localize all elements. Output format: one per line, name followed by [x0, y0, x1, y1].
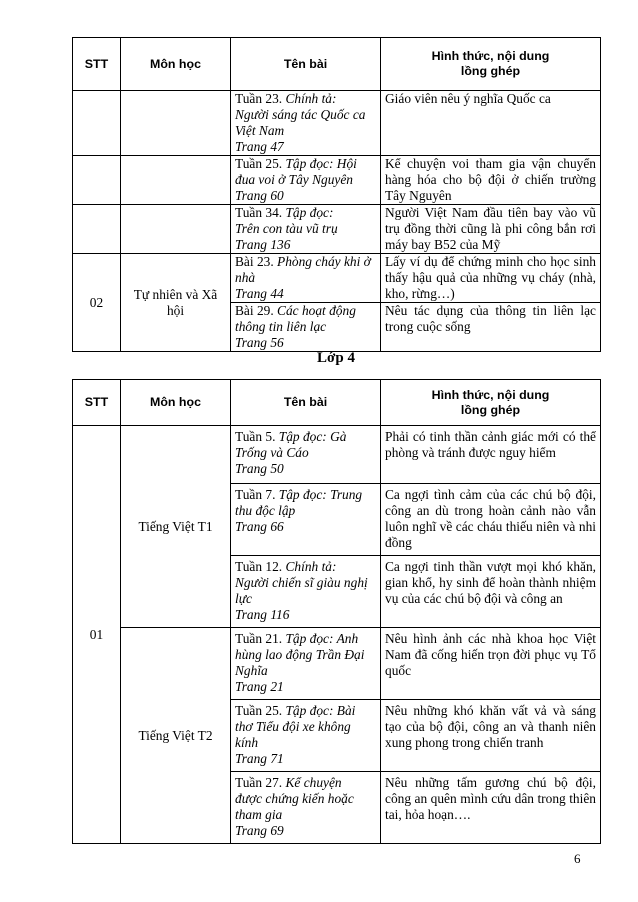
- table-row: [73, 254, 601, 303]
- header-subject: Môn học: [121, 38, 231, 91]
- lesson-title: Trống và Cáo: [235, 445, 309, 460]
- header-lesson: Tên bài: [231, 38, 381, 91]
- header-content-line1: Hình thức, nội dung: [431, 49, 550, 63]
- header-content-line2: lồng ghép: [460, 64, 521, 78]
- table-row: [73, 156, 601, 205]
- header-content-line2: lồng ghép: [460, 402, 521, 417]
- lesson-title: Phòng cháy khi ở: [277, 254, 371, 269]
- stt-cell: [73, 156, 121, 205]
- lesson-cell: [231, 628, 381, 700]
- lesson-cell: [231, 484, 381, 556]
- lesson-title: Chính tả:: [285, 91, 337, 106]
- lesson-page: Trang 136: [235, 237, 291, 252]
- header-content-line1: Hình thức, nội dung: [431, 387, 550, 402]
- table-row: [73, 91, 601, 156]
- lesson-cell: [231, 254, 381, 303]
- table-row: [73, 426, 601, 484]
- content-cell: Kể chuyện voi tham gia vận chuyển hàng hóa cho bộ đội ở chiến trường Tây Nguyên: [381, 156, 601, 205]
- table-header-row: [73, 38, 601, 91]
- lesson-page: Trang 116: [235, 607, 290, 622]
- lesson-page: Trang 69: [235, 823, 284, 838]
- subject-cell: Tiếng Việt T1: [121, 426, 231, 628]
- lesson-title: hùng lao động Trần Đại: [235, 647, 365, 662]
- header-lesson: Tên bài: [231, 380, 381, 426]
- lesson-week: Tuần 25.: [235, 156, 286, 171]
- section-heading: Lớp 4: [317, 350, 355, 366]
- lesson-cell: [231, 700, 381, 772]
- lesson-cell: [231, 205, 381, 254]
- content-cell: Nêu những khó khăn vất vả và sáng tạo của bộ đội, công an và thanh niên xung phong trong chiến tranh: [381, 700, 601, 772]
- lesson-title: Người chiến sĩ giàu nghị: [235, 575, 368, 590]
- lesson-page: Trang 66: [235, 519, 284, 534]
- lesson-week: Tuần 7.: [235, 487, 279, 502]
- lesson-title: Chính tả:: [285, 559, 337, 574]
- integration-table-class-4: [72, 379, 601, 844]
- lesson-cell: [231, 303, 381, 352]
- content-cell: Ca ngợi tình cảm của các chú bộ đội, công an dù trong hoàn cảnh nào vẫn luôn nghĩ về các cháu thiếu niên và nhi đồng: [381, 484, 601, 556]
- lesson-title: Tập đọc: Bài: [285, 703, 356, 718]
- lesson-title: Việt Nam: [235, 123, 285, 138]
- subject-cell: [121, 91, 231, 156]
- lesson-title: Tập đọc: Trung: [278, 487, 363, 502]
- content-cell: Nêu những tấm gương chú bộ đội, công an quên mình cứu dân trong thiên tai, hỏa hoạn….: [381, 772, 601, 844]
- lesson-page: Trang 56: [235, 335, 284, 350]
- content-cell: Người Việt Nam đầu tiên bay vào vũ trụ đồng thời cũng là phi công bắn rơi máy bay B52 của Mỹ: [381, 205, 601, 254]
- lesson-cell: [231, 556, 381, 628]
- lesson-title: thông tin liên lạc: [235, 319, 327, 334]
- lesson-week: Tuần 21.: [235, 631, 286, 646]
- content-cell: Ca ngợi tinh thần vượt mọi khó khăn, gian khổ, hy sinh để hoàn thành nhiệm vụ của các chú bộ đội và công an: [381, 556, 601, 628]
- lesson-page: Trang 44: [235, 286, 284, 301]
- content-cell: Phải có tinh thần cảnh giác mới có thể phòng và tránh được nguy hiểm: [381, 426, 601, 484]
- lesson-title: tham gia: [235, 807, 283, 822]
- lesson-title: đua voi ở Tây Nguyên: [235, 172, 353, 187]
- lesson-page: Trang 71: [235, 751, 284, 766]
- lesson-week: Tuần 25.: [235, 703, 286, 718]
- stt-cell: 02: [73, 254, 121, 352]
- content-cell: Giáo viên nêu ý nghĩa Quốc ca: [381, 91, 601, 156]
- content-cell: Nêu hình ảnh các nhà khoa học Việt Nam đã cống hiến trọn đời phục vụ Tổ quốc: [381, 628, 601, 700]
- lesson-week: Bài 29.: [235, 303, 278, 318]
- subject-cell: Tự nhiên và Xã hội: [121, 254, 231, 352]
- stt-cell: [73, 91, 121, 156]
- content-cell: Nêu tác dụng của thông tin liên lạc trong cuộc sống: [381, 303, 601, 352]
- lesson-week: Tuần 12.: [235, 559, 286, 574]
- lesson-title: thơ Tiểu đội xe không: [235, 719, 351, 734]
- lesson-week: Tuần 27.: [235, 775, 286, 790]
- lesson-title: Trên con tàu vũ trụ: [235, 221, 338, 236]
- lesson-title: được chứng kiến hoặc: [235, 791, 354, 806]
- lesson-cell: [231, 156, 381, 205]
- lesson-page: Trang 47: [235, 139, 284, 154]
- lesson-cell: [231, 772, 381, 844]
- lesson-title: thu độc lập: [235, 503, 296, 518]
- lesson-title: Kể chuyện: [285, 775, 342, 790]
- lesson-week: Tuần 5.: [235, 429, 279, 444]
- subject-cell: [121, 205, 231, 254]
- header-content: [381, 380, 601, 426]
- lesson-title: Nghĩa: [235, 663, 268, 678]
- table-row: [73, 628, 601, 700]
- lesson-page: Trang 21: [235, 679, 284, 694]
- lesson-page: Trang 60: [235, 188, 284, 203]
- lesson-title: Tập đọc:: [285, 205, 334, 220]
- integration-table-class-3: [72, 37, 601, 352]
- lesson-title: nhà: [235, 270, 256, 285]
- lesson-title: kính: [235, 735, 259, 750]
- lesson-title: Tập đọc: Anh: [285, 631, 359, 646]
- table-row: [73, 205, 601, 254]
- content-cell: Lấy ví dụ để chứng minh cho học sinh thấy hậu quả của những vụ cháy (nhà, kho, rừng…): [381, 254, 601, 303]
- lesson-title: Tập đọc: Gà: [278, 429, 347, 444]
- header-stt: STT: [73, 380, 121, 426]
- lesson-week: Bài 23.: [235, 254, 278, 269]
- header-stt: STT: [73, 38, 121, 91]
- lesson-title: Các hoạt động: [277, 303, 356, 318]
- lesson-page: Trang 50: [235, 461, 284, 476]
- lesson-cell: [231, 426, 381, 484]
- table-header-row: [73, 380, 601, 426]
- stt-cell: [73, 205, 121, 254]
- header-content: [381, 38, 601, 91]
- lesson-title: Tập đọc: Hội: [285, 156, 357, 171]
- subject-cell: [121, 156, 231, 205]
- subject-cell: Tiếng Việt T2: [121, 628, 231, 844]
- lesson-week: Tuần 34.: [235, 205, 286, 220]
- header-subject: Môn học: [121, 380, 231, 426]
- page-number: 6: [574, 851, 581, 866]
- lesson-title: lực: [235, 591, 252, 606]
- lesson-title: Người sáng tác Quốc ca: [235, 107, 366, 122]
- stt-cell: 01: [73, 426, 121, 844]
- lesson-week: Tuần 23.: [235, 91, 286, 106]
- lesson-cell: [231, 91, 381, 156]
